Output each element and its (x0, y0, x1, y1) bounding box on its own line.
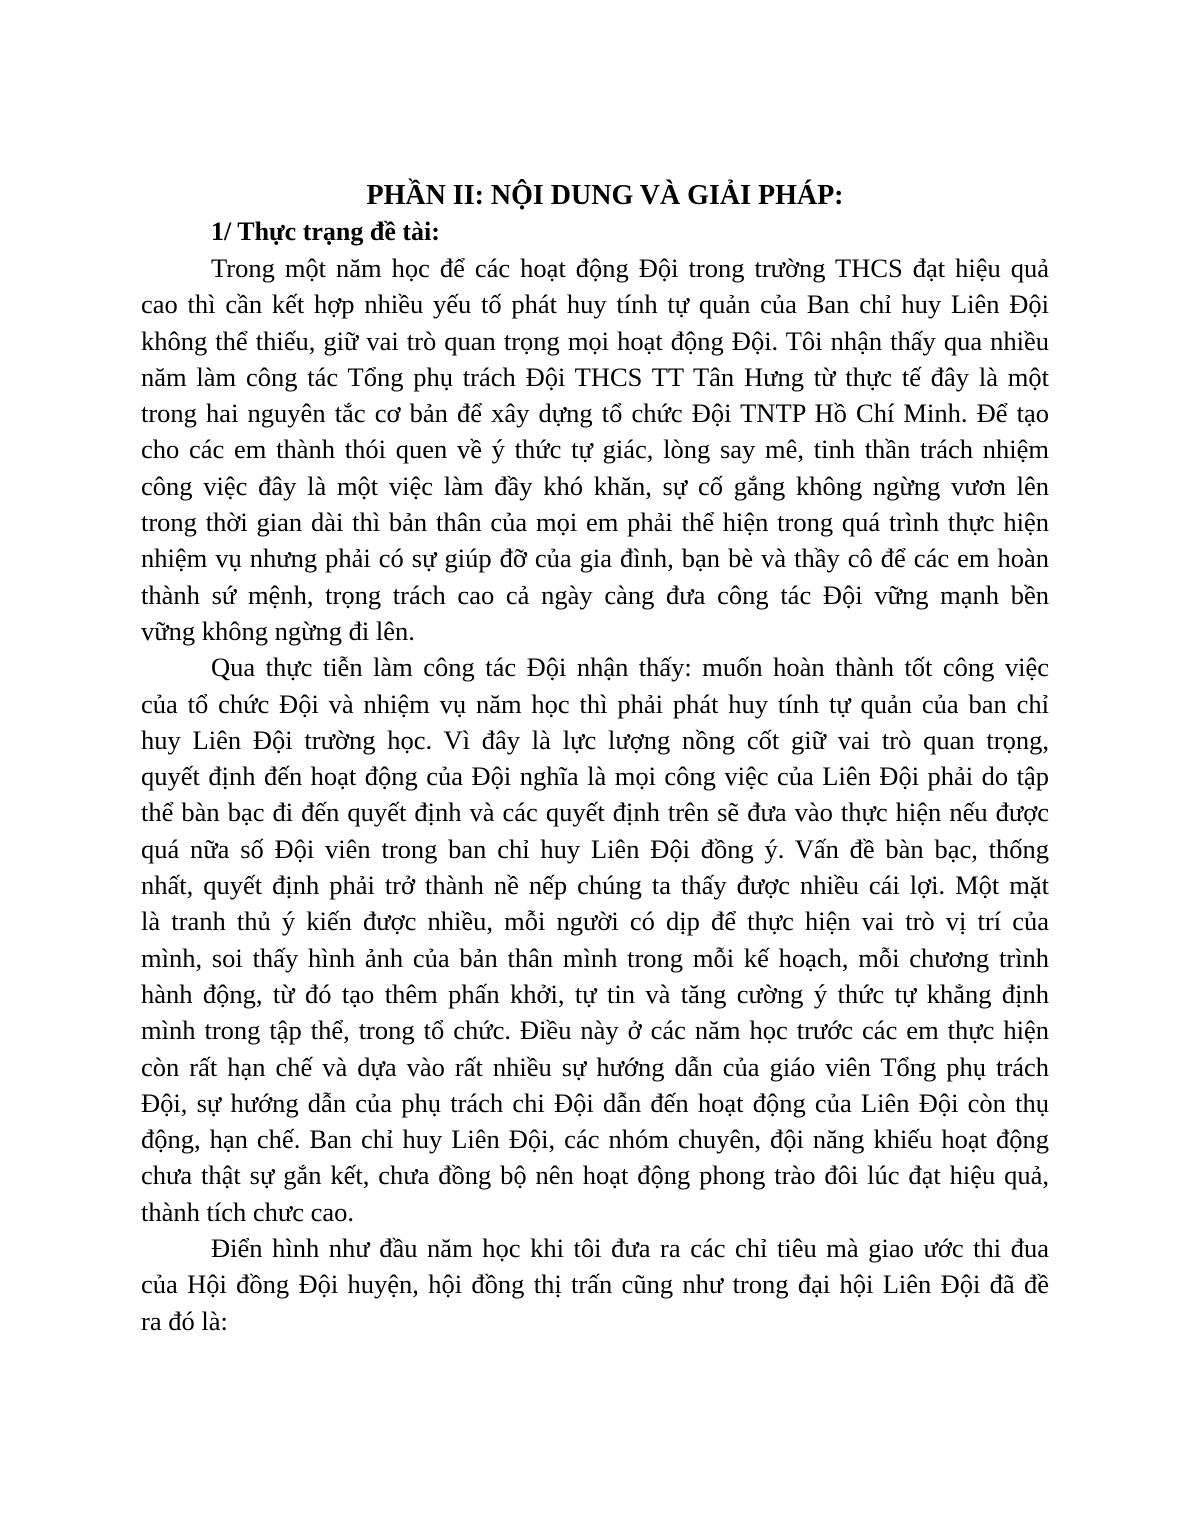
paragraph-line: thành tích chưc cao. (141, 1196, 355, 1227)
paragraph-line: ra đó là: (141, 1305, 228, 1336)
paragraph-line: cho các em thành thói quen về ý thức tự giác, lòng say mê, tinh thần trách nhiệm (141, 434, 1049, 465)
paragraph-2 (141, 649, 1049, 1230)
paragraph-line: nhiệm vụ nhưng phải có sự giúp đỡ của gia đình, bạn bè và thầy cô để các em hoàn (141, 543, 1049, 574)
paragraph-line: của tổ chức Đội và nhiệm vụ năm học thì phải phát huy tính tự quản của ban chỉ (141, 688, 1049, 719)
paragraph-line: động, hạn chế. Ban chỉ huy Liên Đội, các nhóm chuyên, đội năng khiếu hoạt động (141, 1124, 1049, 1155)
paragraph-line: cao thì cần kết hợp nhiều yếu tố phát huy tính tự quản của Ban chỉ huy Liên Đội (141, 289, 1049, 320)
paragraph-line: mình, soi thấy hình ảnh của bản thân mình trong mỗi kế hoạch, mỗi chương trình (141, 942, 1049, 973)
paragraph-line: còn rất hạn chế và dựa vào rất nhiều sự hướng dẫn của giáo viên Tổng phụ trách (141, 1051, 1049, 1082)
paragraph-line: không thể thiếu, giữ vai trò quan trọng mọi hoạt động Đội. Tôi nhận thấy qua nhiều (141, 325, 1049, 356)
paragraph-line: Qua thực tiễn làm công tác Đội nhận thấy: muốn hoàn thành tốt công việc (211, 652, 1049, 683)
paragraph-line: quá nữa số Đội viên trong ban chỉ huy Liên Đội đồng ý. Vấn đề bàn bạc, thống (141, 833, 1049, 864)
paragraph-line: trong hai nguyên tắc cơ bản để xây dựng tổ chức Đội TNTP Hồ Chí Minh. Để tạo (141, 398, 1049, 429)
paragraph-line: quyết định đến hoạt động của Đội nghĩa là mọi công việc của Liên Đội phải do tập (141, 761, 1049, 792)
paragraph-line: hành động, từ đó tạo thêm phấn khởi, tự tin và tăng cường ý thức tự khẳng định (141, 978, 1049, 1009)
paragraph-line: trong thời gian dài thì bản thân của mọi em phải thể hiện trong quá trình thực hiện (141, 507, 1049, 538)
paragraph-line: của Hội đồng Đội huyện, hội đồng thị trấn cũng như trong đại hội Liên Đội đã đề (141, 1269, 1049, 1300)
section-title: PHẦN II: NỘI DUNG VÀ GIẢI PHÁP: (366, 180, 844, 211)
paragraph-1 (141, 250, 1049, 649)
paragraph-line: Đội, sự hướng dẫn của phụ trách chi Đội dẫn đến hoạt động của Liên Đội còn thụ (141, 1087, 1049, 1118)
paragraph-line: huy Liên Đội trường học. Vì đây là lực lượng nồng cốt giữ vai trò quan trọng, (141, 724, 1049, 755)
paragraph-line: thành sứ mệnh, trọng trách cao cả ngày càng đưa công tác Đội vững mạnh bền (141, 579, 1049, 610)
paragraph-line: công việc đây là một việc làm đầy khó khăn, sự cố gắng không ngừng vươn lên (141, 470, 1049, 501)
paragraph-line: mình trong tập thể, trong tổ chức. Điều này ở các năm học trước các em thực hiện (141, 1015, 1049, 1046)
paragraph-line: thể bàn bạc đi đến quyết định và các quyết định trên sẽ đưa vào thực hiện nếu được (141, 797, 1049, 828)
subsection-heading: 1/ Thực trạng đề tài: (211, 217, 440, 246)
paragraph-line: là tranh thủ ý kiến được nhiều, mỗi người có dịp để thực hiện vai trò vị trí của (141, 906, 1049, 937)
paragraph-line: Trong một năm học để các hoạt động Đội trong trường THCS đạt hiệu quả (211, 253, 1049, 283)
document-page (141, 178, 1049, 1339)
paragraph-line: nhất, quyết định phải trở thành nề nếp chúng ta thấy được nhiều cái lợi. Một mặt (141, 870, 1049, 901)
paragraph-line: năm làm công tác Tổng phụ trách Đội THCS TT Tân Hưng từ thực tế đây là một (141, 361, 1049, 392)
paragraph-line: vững không ngừng đi lên. (141, 615, 415, 646)
paragraph-line: Điển hình như đầu năm học khi tôi đưa ra các chỉ tiêu mà giao ước thi đua (211, 1233, 1049, 1264)
paragraph-line: chưa thật sự gắn kết, chưa đồng bộ nên hoạt động phong trào đôi lúc đạt hiệu quả, (141, 1160, 1049, 1191)
paragraph-3 (141, 1230, 1049, 1339)
